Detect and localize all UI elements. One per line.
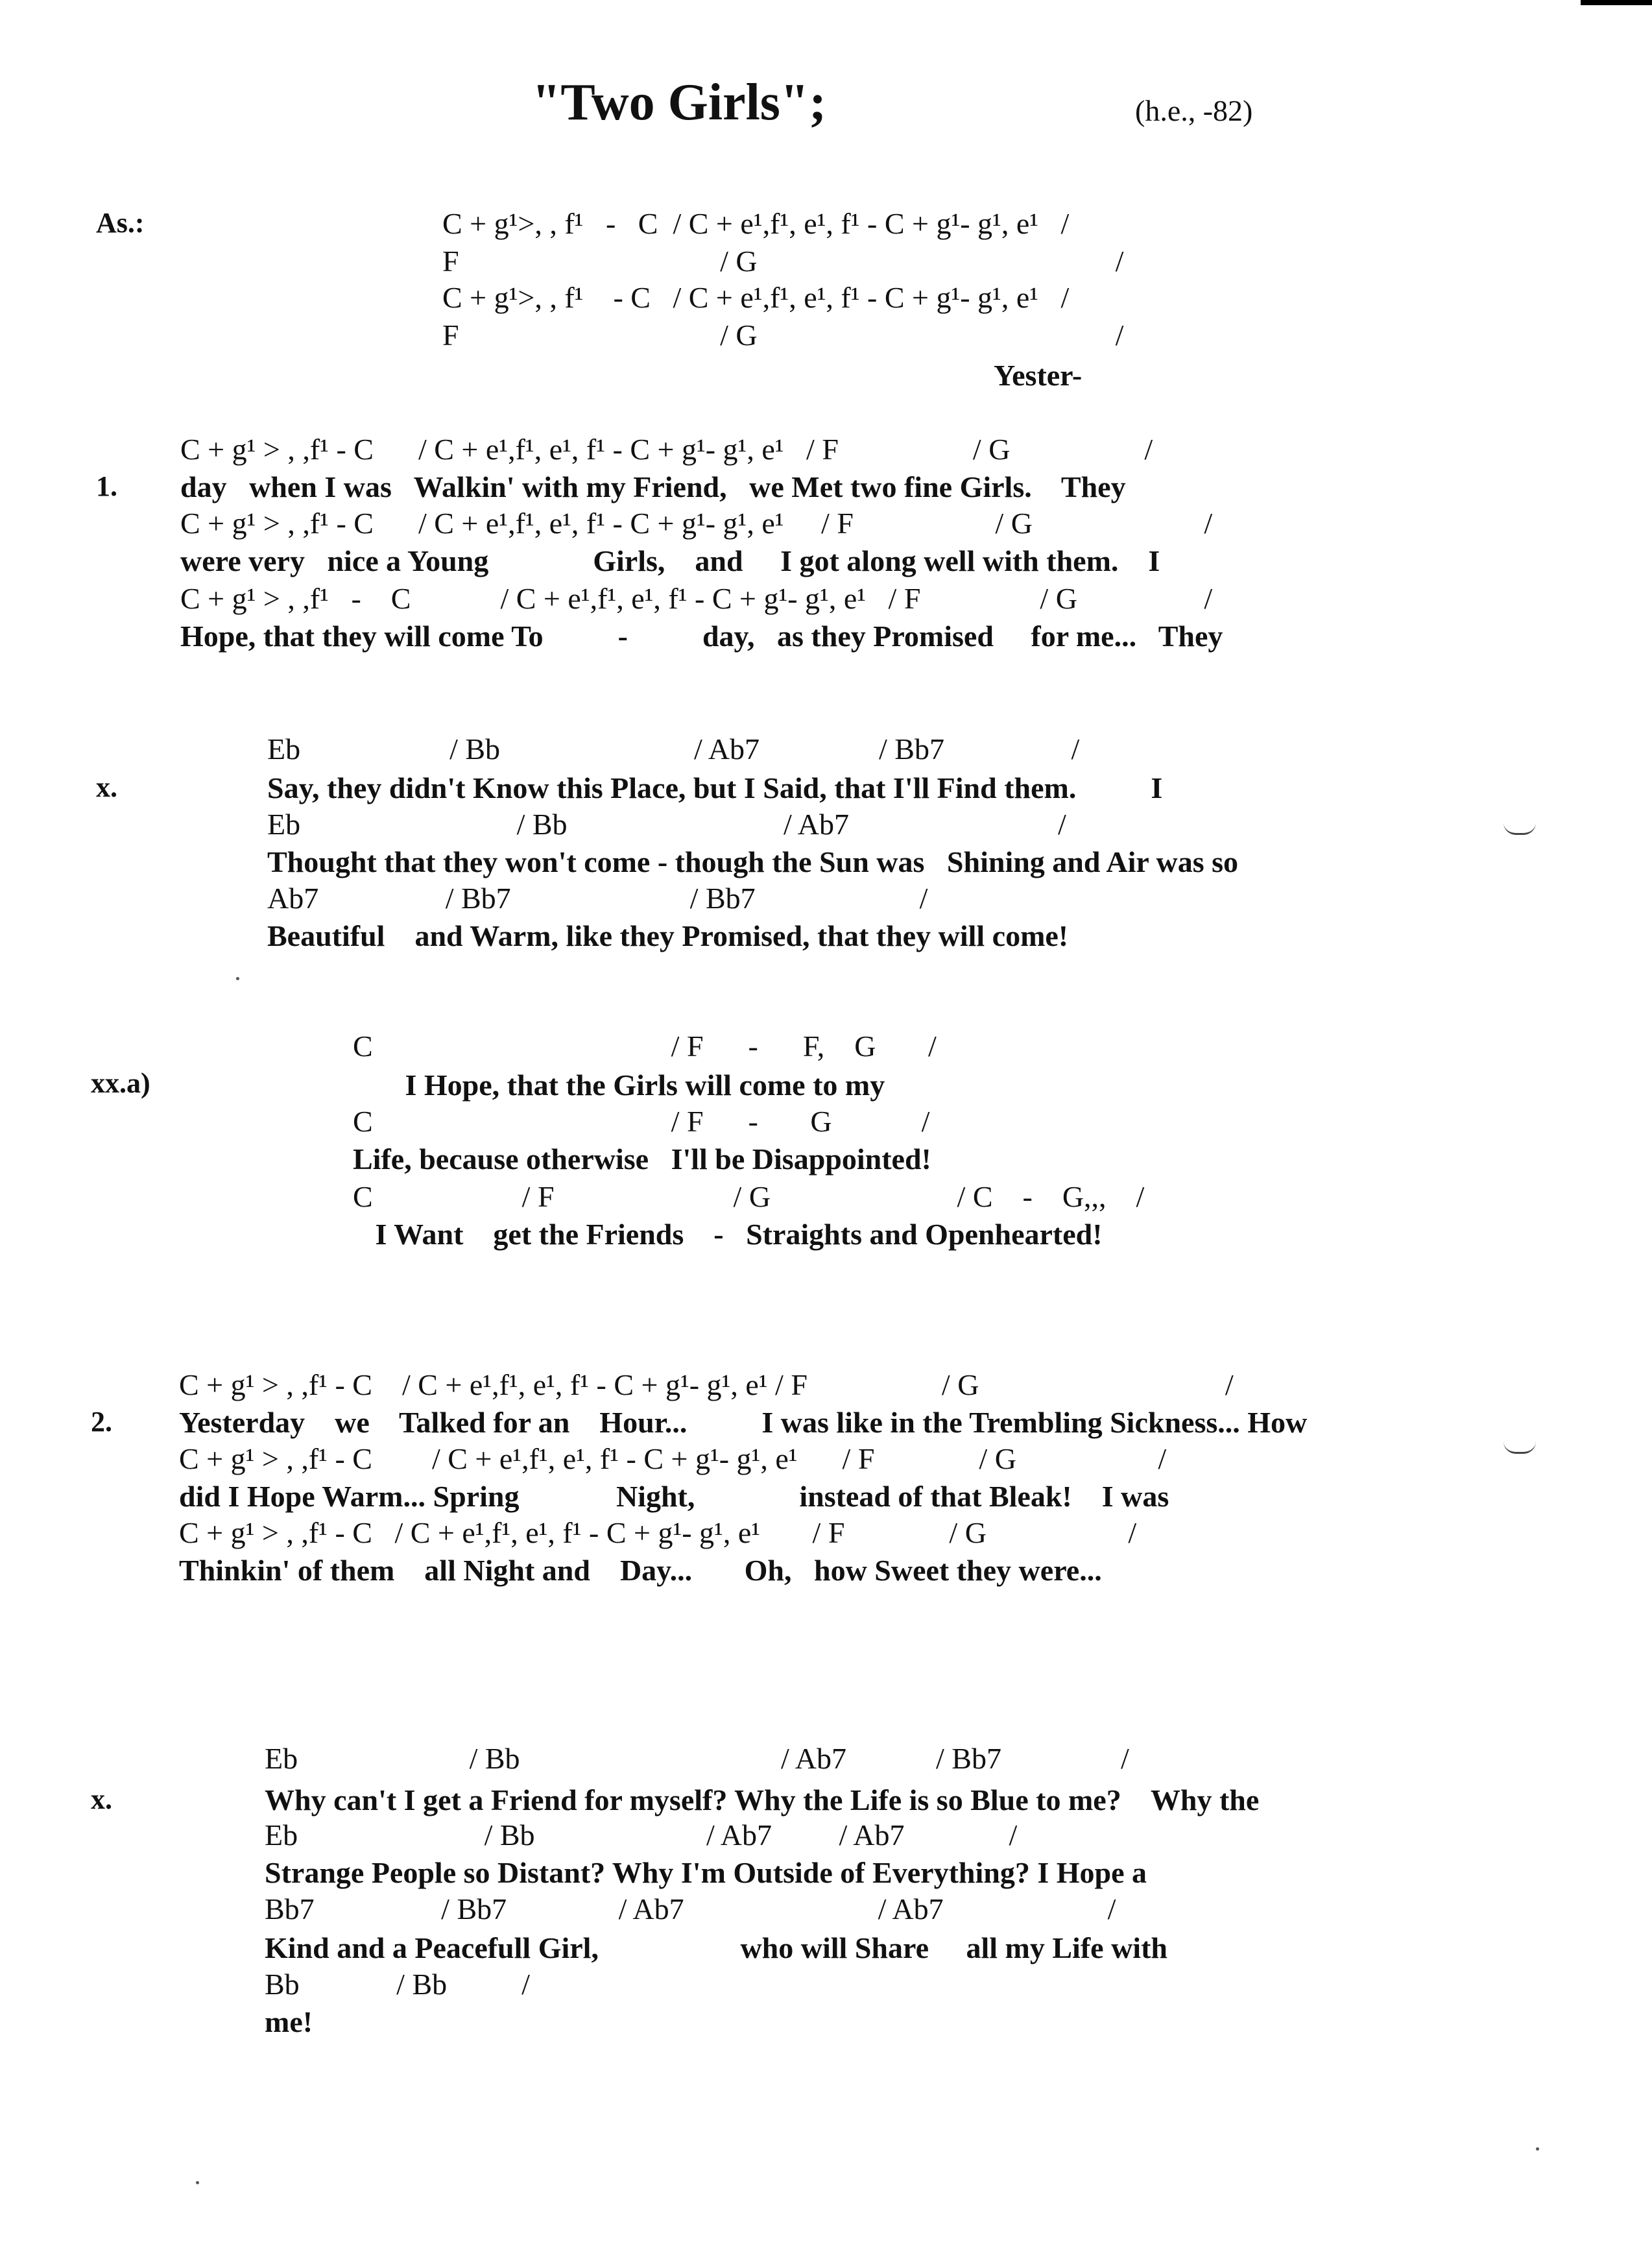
chord-line: Ab7 / Bb7 / Bb7 / [267, 882, 928, 915]
scan-pencil-mark [1503, 823, 1536, 835]
chord-line: C / F - G / [353, 1105, 930, 1138]
song-author-year: (h.e., -82) [1135, 94, 1253, 127]
lyric-line: did I Hope Warm... Spring Night, instead of that Bleak! I was [179, 1480, 1169, 1513]
chord-line: Eb / Bb / Ab7 / [267, 808, 1066, 841]
song-title: "Two Girls"; [532, 74, 826, 131]
lyric-line: day when I was Walkin' with my Friend, we Met two fine Girls. They [180, 470, 1126, 503]
scan-speck [196, 2181, 199, 2184]
chord-line: C + g¹>, , f¹ - C / C + e¹,f¹, e¹, f¹ - C + g¹- g¹, e¹ / [442, 207, 1070, 240]
chord-line: C + g¹ > , ,f¹ - C / C + e¹,f¹, e¹, f¹ - C + g¹- g¹, e¹ / F / G / [180, 507, 1213, 540]
section-label-chorus: x. [96, 771, 117, 803]
scan-speck [236, 977, 239, 980]
section-label-verse-1: 1. [96, 470, 117, 502]
lyric-line: Kind and a Peacefull Girl, who will Share all my Life with [265, 1931, 1167, 1964]
lyric-line: Life, because otherwise I'll be Disappointed! [353, 1142, 931, 1176]
chord-line: C + g¹ > , ,f¹ - C / C + e¹,f¹, e¹, f¹ - C + g¹- g¹, e¹ / F / G / [180, 433, 1153, 466]
chord-line: C + g¹>, , f¹ - C / C + e¹,f¹, e¹, f¹ - C + g¹- g¹, e¹ / [442, 281, 1070, 314]
lyric-line: Say, they didn't Know this Place, but I Said, that I'll Find them. I [267, 771, 1163, 804]
lyric-line: Yesterday we Talked for an Hour... I was like in the Trembling Sickness... How [179, 1406, 1308, 1439]
lyric-line: Hope, that they will come To - day, as they Promised for me... They [180, 620, 1223, 653]
lyric-line: I Hope, that the Girls will come to my [353, 1068, 885, 1102]
chord-line: Eb / Bb / Ab7 / Bb7 / [265, 1742, 1129, 1775]
chord-line: F / G / [442, 319, 1124, 352]
lyric-line: Thought that they won't come - though the Sun was Shining and Air was so [267, 845, 1239, 878]
lyric-line: Why can't I get a Friend for myself? Why the Life is so Blue to me? Why the [265, 1783, 1260, 1816]
chord-line: Eb / Bb / Ab7 / Ab7 / [265, 1818, 1018, 1852]
lyric-line: I Want get the Friends - Straights and Openhearted! [353, 1218, 1103, 1251]
chord-line: C + g¹ > , ,f¹ - C / C + e¹,f¹, e¹, f¹ - C + g¹- g¹, e¹ / F / G / [180, 582, 1213, 615]
chord-line: Eb / Bb / Ab7 / Bb7 / [267, 732, 1080, 766]
chord-line: C + g¹ > , ,f¹ - C / C + e¹,f¹, e¹, f¹ - C + g¹- g¹, e¹ / F / G / [179, 1442, 1167, 1475]
scan-pencil-mark [1503, 1442, 1536, 1454]
chord-line: Bb / Bb / [265, 1968, 530, 2001]
section-label-intro: As.: [96, 207, 145, 239]
scan-speck [1536, 2147, 1539, 2151]
chord-line: C + g¹ > , ,f¹ - C / C + e¹,f¹, e¹, f¹ - C + g¹- g¹, e¹ / F / G / [179, 1516, 1137, 1549]
lyric-line: Strange People so Distant? Why I'm Outside of Everything? I Hope a [265, 1856, 1147, 1889]
chord-line: C + g¹ > , ,f¹ - C / C + e¹,f¹, e¹, f¹ - C + g¹- g¹, e¹ / F / G / [179, 1368, 1234, 1401]
lyric-line: me! [265, 2005, 313, 2038]
chord-line: F / G / [442, 245, 1124, 278]
scan-corner-mark [1581, 0, 1652, 5]
lyric-line: were very nice a Young Girls, and I got along well with them. I [180, 544, 1160, 577]
section-label-verse-2: 2. [91, 1406, 112, 1438]
chord-line: C / F - F, G / [353, 1030, 937, 1063]
lyric-line: Yester- [994, 359, 1083, 392]
section-label-bridge: xx.a) [91, 1067, 150, 1099]
chord-line: Bb7 / Bb7 / Ab7 / Ab7 / [265, 1892, 1116, 1925]
chord-line: C / F / G / C - G,,, / [353, 1180, 1145, 1213]
section-label-chorus-2: x. [91, 1783, 112, 1815]
lyric-line: Beautiful and Warm, like they Promised, that they will come! [267, 919, 1069, 952]
lyric-line: Thinkin' of them all Night and Day... Oh, how Sweet they were... [179, 1554, 1102, 1587]
